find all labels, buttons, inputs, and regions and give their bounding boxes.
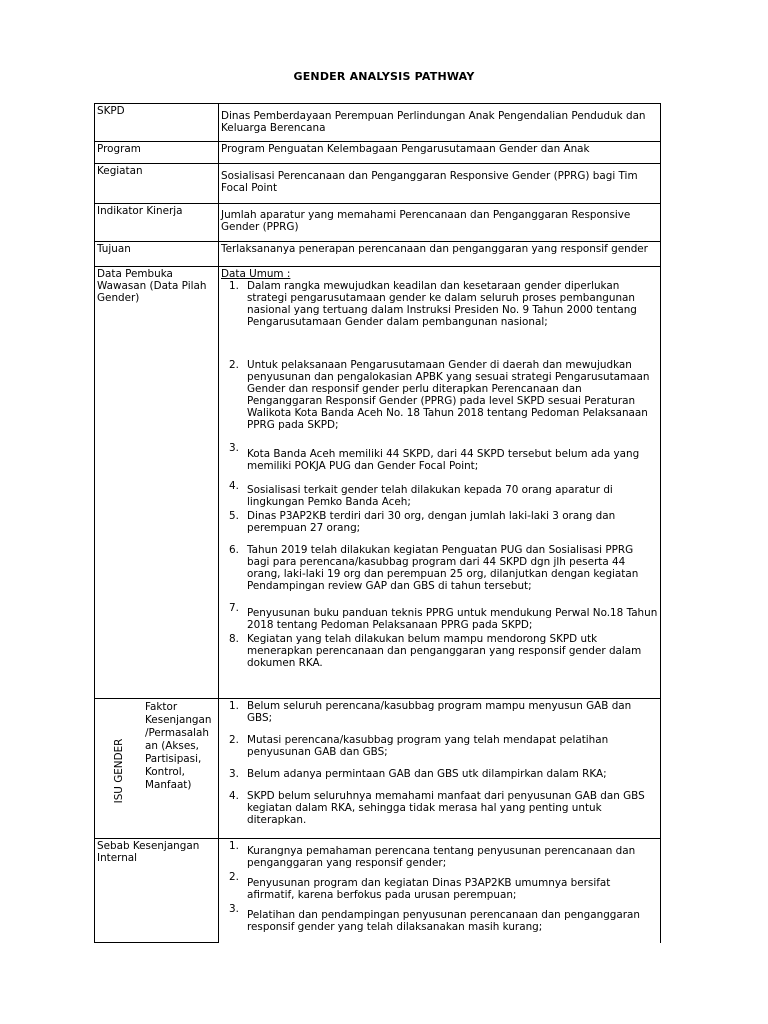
- list-item-number: 2.: [229, 871, 239, 883]
- list-item-number: 4.: [229, 480, 239, 492]
- row-kegiatan: [95, 164, 661, 204]
- row-sebab-kesenjangan: [95, 839, 661, 943]
- value-kegiatan: [219, 164, 661, 204]
- value-program-text: Program Penguatan Kelembagaan Pengarusutamaan Gender dan Anak: [221, 143, 590, 155]
- list-item-text: Dalam rangka mewujudkan keadilan dan kesetaraan gender diperlukan strategi pengarusutamaan gender ke dalam seluruh proses pembangunan nasional yang tertuang dalam Instruksi Presiden No. 9 Tahun 2000 tentang Pengarusutamaan Gender dalam pembangunan nasional;: [247, 280, 637, 328]
- value-indikator-text: Jumlah aparatur yang memahami Perencanaan dan Penganggaran Responsive Gender (PPRG): [221, 209, 631, 233]
- list-item: [221, 544, 658, 592]
- list-item-text: Tahun 2019 telah dilakukan kegiatan Penguatan PUG dan Sosialisasi PPRG bagi para perencana/kasubbag program dari 44 SKPD dgn jlh peserta 44 orang, laki-laki 19 org dan perempuan 25 org, dilanjutkan dengan kegiatan Pendampingan review GAP dan GBS di tahun tersebut;: [247, 544, 639, 592]
- list-item-text: Pelatihan dan pendampingan penyusunan perencanaan dan penganggaran responsif gender yang telah dilaksanakan masih kurang;: [247, 909, 640, 933]
- list-item-number: 8.: [229, 633, 239, 645]
- value-tujuan: [219, 242, 661, 267]
- list-item-number: 3.: [229, 768, 239, 780]
- list-item-text: Kurangnya pemahaman perencana tentang penyusunan perencanaan dan penganggaran yang responsif gender;: [247, 845, 636, 869]
- list-item-number: 6.: [229, 544, 239, 556]
- list-item-number: 7.: [229, 602, 239, 614]
- value-sebab: [219, 839, 661, 943]
- list-item-number: 2.: [229, 359, 239, 371]
- faktor-kesenjangan-label: Faktor Kesenjangan /Permasalah an (Akses, Partisipasi, Kontrol, Manfaat): [145, 701, 212, 791]
- list-item-number: 3.: [229, 903, 239, 915]
- list-item: [221, 871, 658, 901]
- data-umum-heading: Data Umum :: [221, 268, 291, 280]
- sebab-list: [221, 840, 658, 933]
- value-data-pembuka: [219, 267, 661, 699]
- label-kegiatan: [95, 164, 219, 204]
- list-item: [221, 700, 658, 724]
- isu-gender-vertical-label: [99, 731, 139, 811]
- value-skpd: [219, 104, 661, 142]
- value-isu-gender: [219, 699, 661, 839]
- list-item-text: SKPD belum seluruhnya memahami manfaat dari penyusunan GAB dan GBS kegiatan dalam RKA, sehingga tidak merasa hal yang penting untuk diterapkan.: [247, 790, 645, 826]
- list-item-number: 4.: [229, 790, 239, 802]
- value-tujuan-text: Terlaksananya penerapan perencanaan dan penganggaran yang responsif gender: [221, 243, 648, 255]
- list-item-number: 1.: [229, 700, 239, 712]
- label-indikator-text: Indikator Kinerja: [97, 205, 183, 217]
- list-item: [221, 903, 658, 933]
- list-item: [221, 280, 658, 328]
- list-item-text: Kegiatan yang telah dilakukan belum mampu mendorong SKPD utk menerapkan perencanaan dan penganggaran yang responsif gender dalam dokumen RKA.: [247, 633, 642, 669]
- list-item-text: Mutasi perencana/kasubbag program yang telah mendapat pelatihan penyusunan GAB dan GBS;: [247, 734, 609, 758]
- value-skpd-text: Dinas Pemberdayaan Perempuan Perlindungan Anak Pengendalian Penduduk dan Keluarga Berencana: [221, 110, 646, 134]
- row-program: [95, 142, 661, 164]
- list-item-number: 3.: [229, 442, 239, 454]
- list-item: [221, 633, 658, 669]
- list-item-text: Penyusunan program dan kegiatan Dinas P3AP2KB umumnya bersifat afirmatif, karena berfokus pada urusan perempuan;: [247, 877, 611, 901]
- page-title: GENDER ANALYSIS PATHWAY: [293, 70, 475, 83]
- list-item: [221, 840, 658, 869]
- list-item-number: 2.: [229, 734, 239, 746]
- label-isu-gender: [95, 699, 219, 839]
- label-kegiatan-text: Kegiatan: [97, 165, 143, 177]
- list-item-text: Belum adanya permintaan GAB dan GBS utk dilampirkan dalam RKA;: [247, 768, 607, 780]
- list-item-text: Untuk pelaksanaan Pengarusutamaan Gender di daerah dan mewujudkan penyusunan dan pengalokasian APBK yang sesuai strategi Pengarusutamaan Gender dan responsif gender perlu diterapkan Perencanaan dan Penganggaran Responsif Gender (PPRG) pada level SKPD sesuai Peraturan Walikota Kota Banda Aceh No. 18 Tahun 2018 tentang Pedoman Pelaksanaan PPRG pada SKPD;: [247, 359, 650, 431]
- row-tujuan: [95, 242, 661, 267]
- label-skpd: [95, 104, 219, 142]
- list-item-text: Kota Banda Aceh memiliki 44 SKPD, dari 44 SKPD tersebut belum ada yang memiliki POKJA PUG dan Gender Focal Point;: [247, 448, 640, 472]
- value-program: [219, 142, 661, 164]
- gender-analysis-table: [94, 103, 661, 943]
- row-indikator: [95, 204, 661, 242]
- row-skpd: [95, 104, 661, 142]
- row-data-pembuka: [95, 267, 661, 699]
- list-item: [221, 480, 658, 508]
- row-isu-gender: [95, 699, 661, 839]
- list-item: [221, 602, 658, 631]
- label-tujuan-text: Tujuan: [97, 243, 131, 255]
- label-program-text: Program: [97, 143, 141, 155]
- label-skpd-text: SKPD: [97, 105, 125, 117]
- list-item-number: 1.: [229, 840, 239, 852]
- label-tujuan: [95, 242, 219, 267]
- list-item: [221, 442, 658, 472]
- list-item-text: Penyusunan buku panduan teknis PPRG untuk mendukung Perwal No.18 Tahun 2018 tentang Pedoman Pelaksanaan PPRG pada SKPD;: [247, 607, 658, 631]
- label-sebab-text: Sebab Kesenjangan Internal: [97, 840, 200, 864]
- list-item-text: Belum seluruh perencana/kasubbag program mampu menyusun GAB dan GBS;: [247, 700, 632, 724]
- list-item-text: Sosialisasi terkait gender telah dilakukan kepada 70 orang aparatur di lingkungan Pemko Banda Aceh;: [247, 484, 613, 508]
- list-item-number: 1.: [229, 280, 239, 292]
- label-program: [95, 142, 219, 164]
- value-indikator: [219, 204, 661, 242]
- data-umum-list: [221, 280, 658, 669]
- isu-gender-text: ISU GENDER: [113, 738, 125, 804]
- list-item: [221, 510, 658, 534]
- list-item-text: Dinas P3AP2KB terdiri dari 30 org, dengan jumlah laki-laki 3 orang dan perempuan 27 orang;: [247, 510, 616, 534]
- list-item: [221, 359, 658, 431]
- label-indikator: [95, 204, 219, 242]
- value-kegiatan-text: Sosialisasi Perencanaan dan Penganggaran Responsive Gender (PPRG) bagi Tim Focal Point: [221, 170, 638, 194]
- list-item: [221, 734, 658, 758]
- list-item-number: 5.: [229, 510, 239, 522]
- label-data-pembuka-text: Data Pembuka Wawasan (Data Pilah Gender): [97, 268, 207, 304]
- isu-gender-list: [221, 700, 658, 826]
- list-item: [221, 768, 658, 780]
- label-data-pembuka: [95, 267, 219, 699]
- list-item: [221, 790, 658, 826]
- label-sebab: [95, 839, 219, 943]
